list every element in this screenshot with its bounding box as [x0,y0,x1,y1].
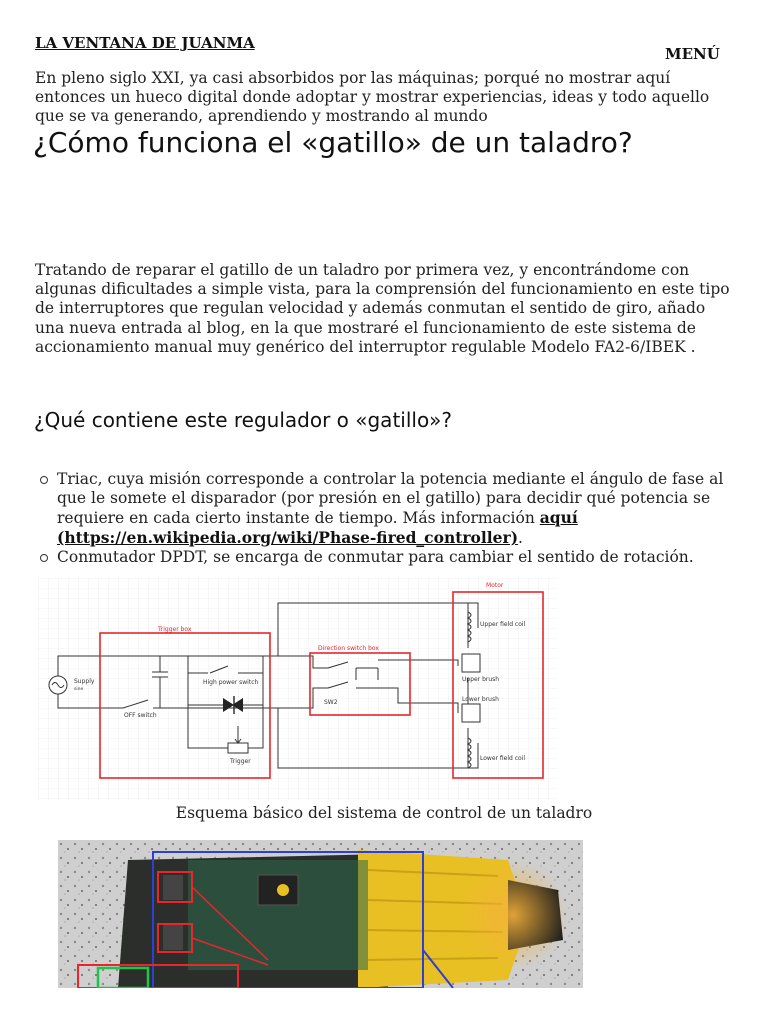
section-heading: ¿Qué contiene este regulador o «gatillo»? [34,408,453,432]
site-tagline: En pleno siglo XXI, ya casi absorbidos por las máquinas; porqué no mostrar aquí entonces un hueco digital donde adoptar y mostrar experiencias, ideas y todo aquello que se va generando, aprendiendo y mostrando al mundo [35,69,710,125]
high-power-switch-label: High power switch [203,679,259,686]
list-item-text-end: . [518,529,523,547]
motor-label: Motor [486,582,504,589]
figure-caption: Esquema básico del sistema de control de un taladro [175,804,593,822]
trigger-label: Trigger [230,758,251,765]
upper-field-coil-label: Upper field coil [480,621,526,628]
list-item-text: Triac, cuya misión corresponde a controlar la potencia mediante el ángulo de fase al que le somete el disparador (por presión en el gatillo) para decidir qué potencia se requiere en cada cierto instante de tiempo. Más información [57,470,724,527]
drill-internals-photo [58,840,583,988]
bullet-circle-icon [40,476,48,484]
list-item [35,548,735,567]
sw2-label: SW2 [324,699,338,706]
bullet-circle-icon [40,554,48,562]
menu-button[interactable]: MENÚ [665,45,720,63]
upper-brush-icon [462,654,480,672]
supply-sub-label: sine [74,687,84,692]
direction-box-label: Direction switch box [318,645,379,652]
wikipedia-link[interactable]: aquí (https://en.wikipedia.org/wiki/Phase-fired_controller) [57,508,578,547]
trigger-potentiometer-icon [228,743,248,753]
list-item-text: Conmutador DPDT, se encarga de conmutar para cambiar el sentido de rotación. [57,548,694,566]
trigger-box-label: Trigger box [158,626,192,633]
lower-field-coil-label: Lower field coil [480,755,526,762]
off-switch-label: OFF switch [124,712,157,719]
site-title[interactable]: LA VENTANA DE JUANMA [35,34,255,52]
lower-brush-label: Lower brush [462,696,499,703]
schematic-grid [38,578,558,800]
post-title: ¿Cómo funciona el «gatillo» de un taladro? [33,126,633,159]
list-item [35,470,735,548]
component-list [35,470,735,567]
supply-label: Supply [74,678,95,685]
drill-control-schematic [38,578,558,800]
post-intro: Tratando de reparar el gatillo de un taladro por primera vez, y encontrándome con algunas dificultades a simple vista, para la comprensión del funcionamiento en este tipo de interruptores que regulan velocidad y además conmutan el sentido de giro, añado una nueva entrada al blog, en la que mostraré el funcionamiento de este sistema de accionamiento manual muy genérico del interruptor regulable Modelo FA2-6/IBEK . [35,261,730,356]
upper-brush-label: Upper brush [462,676,500,683]
lower-brush-icon [462,704,480,722]
